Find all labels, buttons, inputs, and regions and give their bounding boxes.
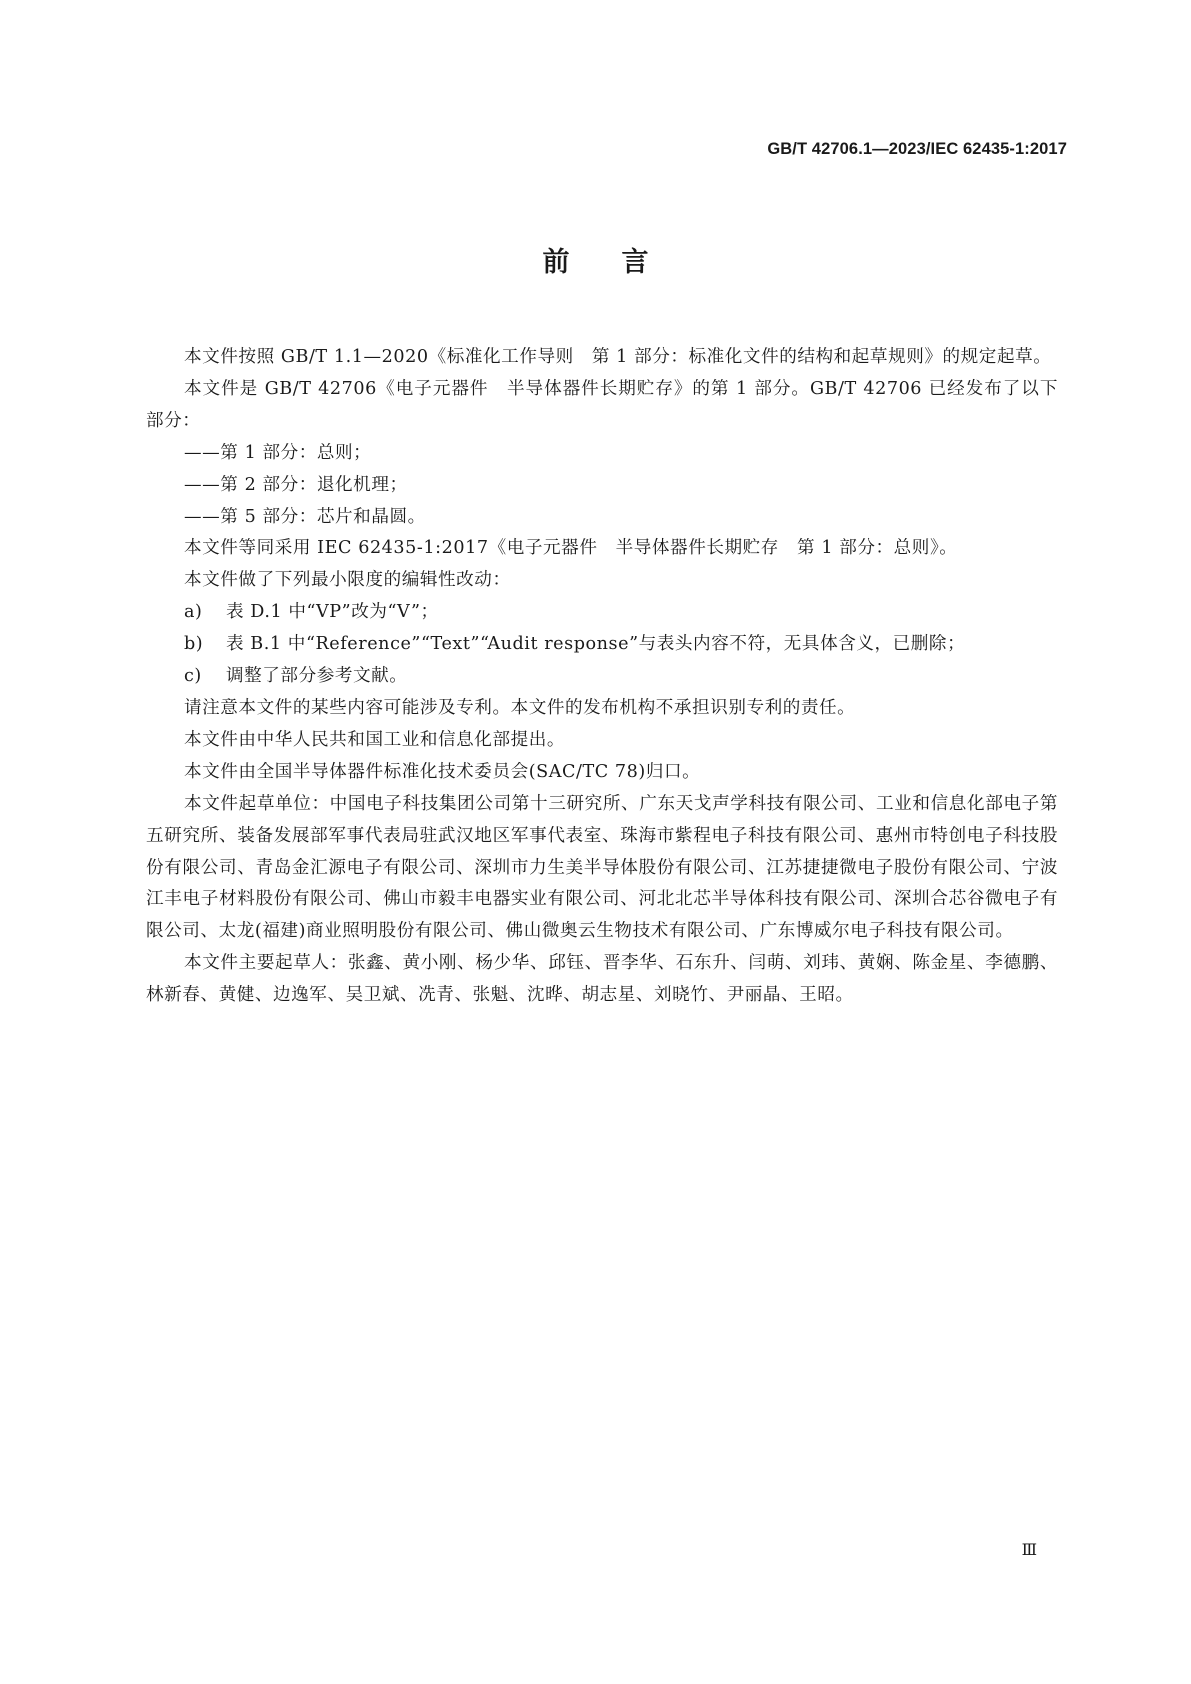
edit-list-item bbox=[146, 597, 1058, 629]
paragraph-edits-intro: 本文件做了下列最小限度的编辑性改动： bbox=[184, 570, 511, 591]
page-title: 前言 bbox=[542, 247, 701, 278]
part-list-item: ——第 2 部分：退化机理； bbox=[184, 474, 408, 495]
foreword-body bbox=[146, 342, 1058, 1012]
part-list-item: ——第 1 部分：总则； bbox=[184, 442, 372, 463]
paragraph-centralized: 本文件由全国半导体器件标准化技术委员会(SAC/TC 78)归口。 bbox=[184, 761, 701, 782]
paragraph-adoption: 本文件等同采用 IEC 62435-1:2017《电子元器件 半导体器件长期贮存 第 1 部分：总则》。 bbox=[184, 538, 958, 559]
paragraph-drafters: 本文件主要起草人：张鑫、黄小刚、杨少华、邱钰、晋李华、石东升、闫萌、刘玮、黄娴、陈金星、李德鹏、林新春、黄健、边逸军、吴卫斌、冼青、张魁、沈晔、胡志星、刘晓竹、尹丽晶、王昭。 bbox=[146, 953, 1058, 1006]
edit-list-text: 调整了部分参考文献。 bbox=[226, 666, 408, 687]
edit-list-item bbox=[146, 661, 1058, 693]
paragraph-drafting-units: 本文件起草单位：中国电子科技集团公司第十三研究所、广东天戈声学科技有限公司、工业和信息化部电子第五研究所、装备发展部军事代表局驻武汉地区军事代表室、珠海市紫程电子科技有限公司、惠州市特创电子科技股份有限公司、青岛金汇源电子有限公司、深圳市力生美半导体股份有限公司、江苏捷捷微电子股份有限公司、宁波江丰电子材料股份有限公司、佛山市毅丰电器实业有限公司、河北北芯半导体科技有限公司、深圳合芯谷微电子有限公司、太龙(福建)商业照明股份有限公司、佛山微奥云生物技术有限公司、广东博威尔电子科技有限公司。 bbox=[146, 793, 1058, 942]
edit-list-marker: a) bbox=[184, 602, 203, 623]
paragraph-patent-notice: 请注意本文件的某些内容可能涉及专利。本文件的发布机构不承担识别专利的责任。 bbox=[184, 697, 856, 718]
paragraph-drafting-rules: 本文件按照 GB/T 1.1—2020《标准化工作导则 第 1 部分：标准化文件的结构和起草规则》的规定起草。 bbox=[184, 347, 1052, 367]
part-list-item: ——第 5 部分：芯片和晶圆。 bbox=[184, 506, 426, 527]
edit-list-text: 表 B.1 中“Reference”“Text”“Audit response”与表头内容不符，无具体含义，已删除； bbox=[226, 634, 966, 655]
edit-list-marker: b) bbox=[184, 634, 204, 655]
standard-code-header: GB/T 42706.1—2023/IEC 62435-1:2017 bbox=[767, 140, 1067, 158]
paragraph-series-intro: 本文件是 GB/T 42706《电子元器件 半导体器件长期贮存》的第 1 部分。GB/T 42706 已经发布了以下部分： bbox=[146, 378, 1058, 431]
page-number: Ⅲ bbox=[1021, 1540, 1037, 1559]
paragraph-proposer: 本文件由中华人民共和国工业和信息化部提出。 bbox=[184, 729, 566, 750]
edit-list-item bbox=[146, 629, 1058, 661]
edit-list-marker: c) bbox=[184, 666, 202, 687]
edit-list-text: 表 D.1 中“VP”改为“V”； bbox=[226, 602, 439, 623]
